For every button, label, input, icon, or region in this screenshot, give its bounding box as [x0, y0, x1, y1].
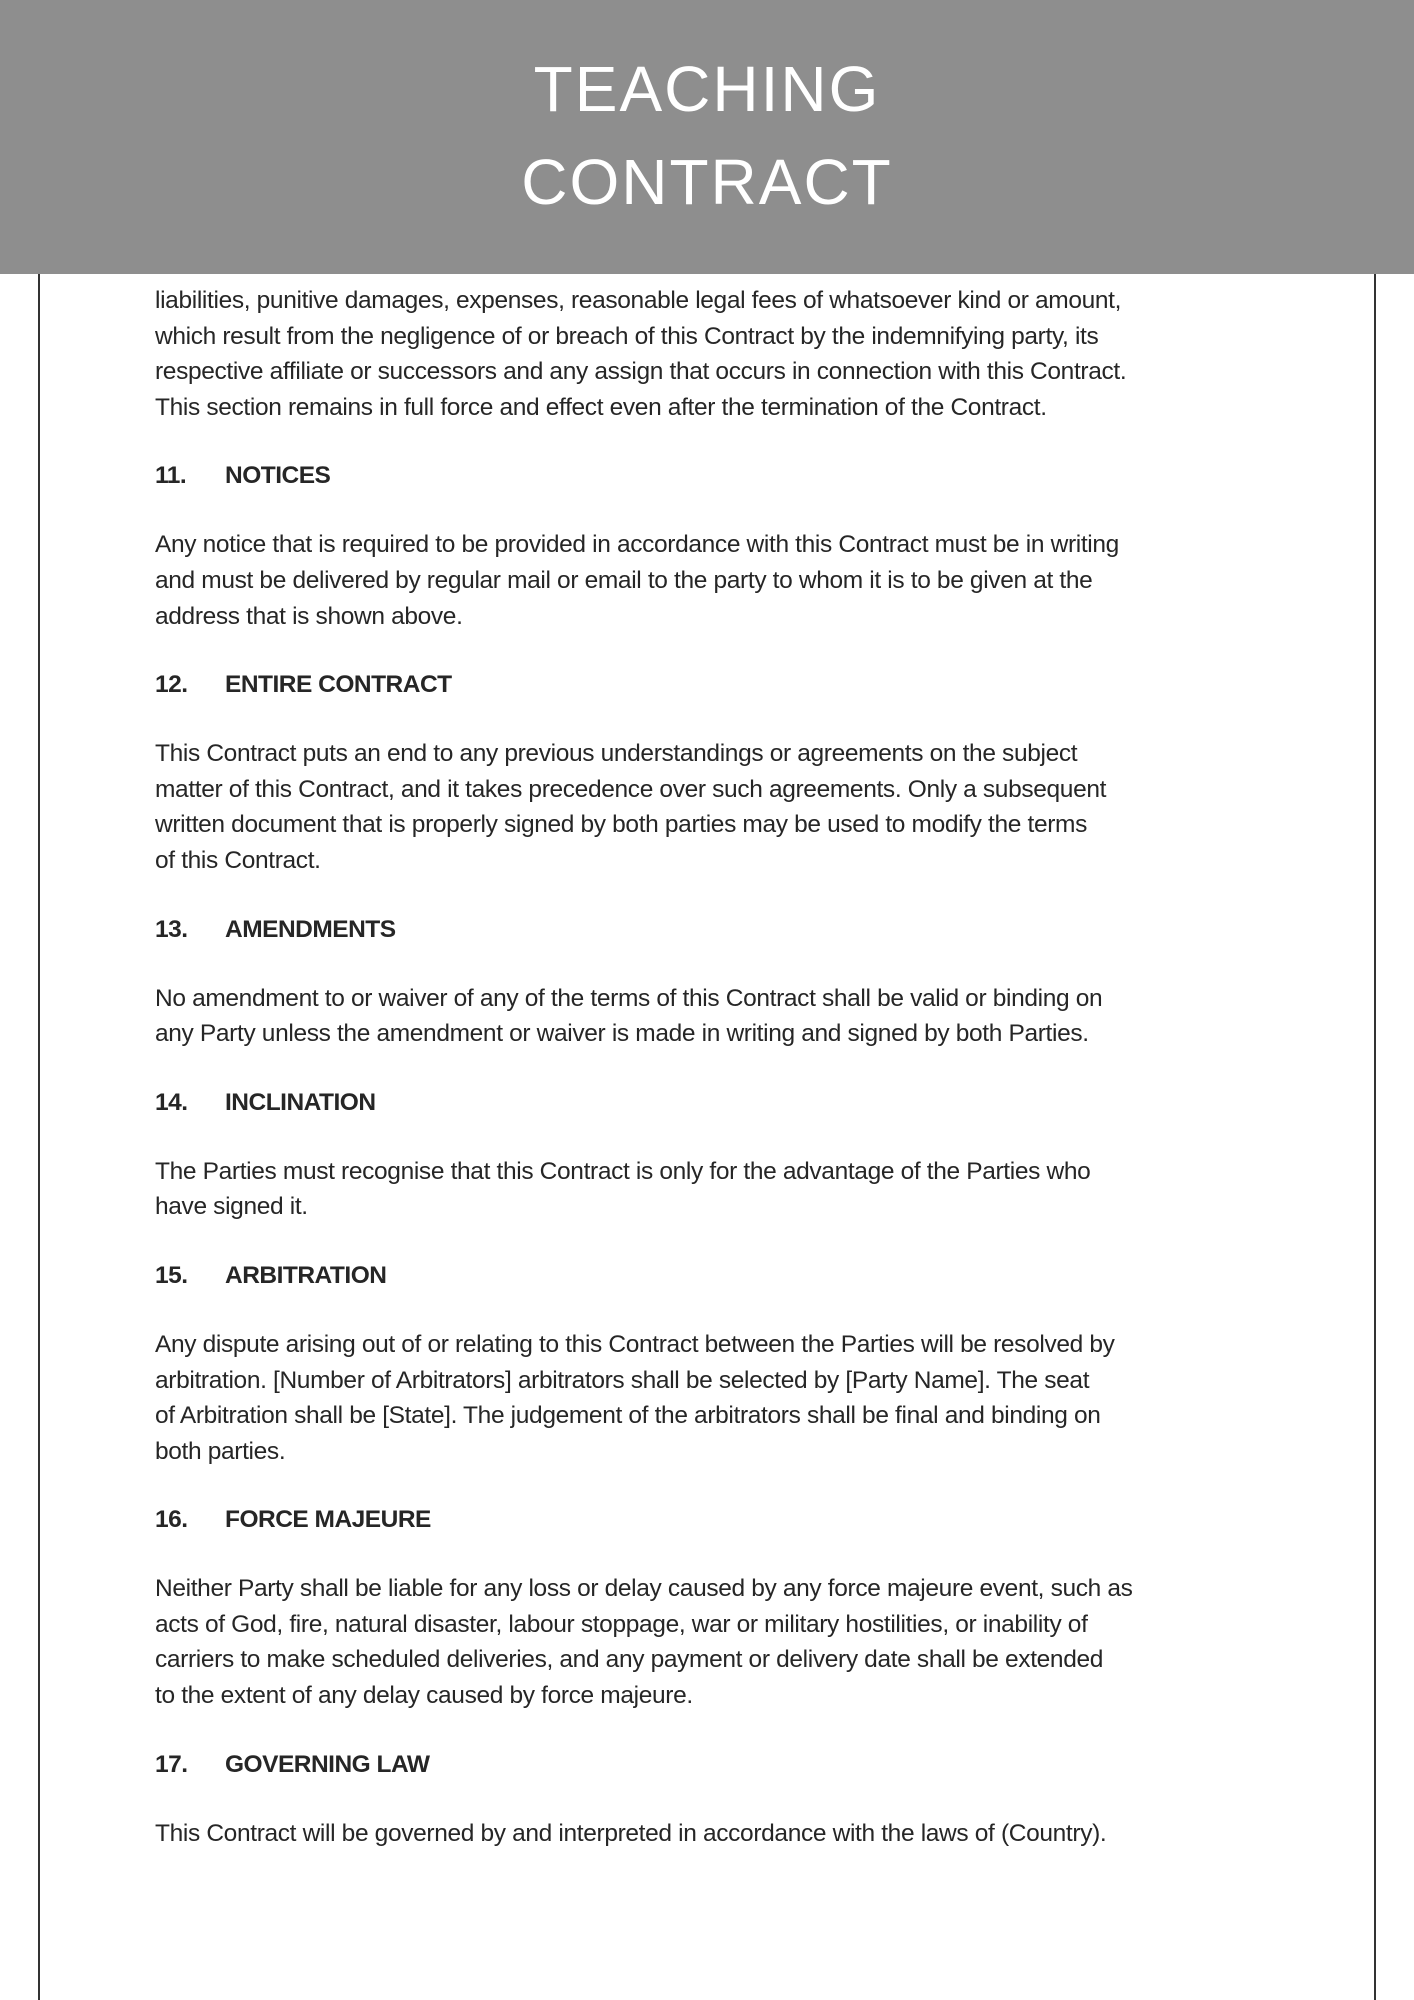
section-entire-contract	[155, 667, 1275, 878]
section-number: 16.	[155, 1506, 188, 1534]
text-line: of Arbitration shall be [State]. The judgement of the arbitrators shall be final and binding on	[155, 1402, 1101, 1430]
text-line: and must be delivered by regular mail or email to the party to whom it is to be given at the	[155, 566, 1093, 594]
text-line: acts of God, fire, natural disaster, labour stoppage, war or military hostilities, or inability of	[155, 1610, 1088, 1638]
text-line: The Parties must recognise that this Contract is only for the advantage of the Parties who	[155, 1157, 1091, 1185]
page-border-left	[38, 274, 40, 2000]
text-line: to the extent of any delay caused by force majeure.	[155, 1682, 693, 1710]
section-heading	[155, 1747, 1275, 1783]
section-arbitration	[155, 1258, 1275, 1469]
text-line: written document that is properly signed by both parties may be used to modify the terms	[155, 811, 1087, 839]
section-notices	[155, 458, 1275, 634]
text-line: address that is shown above.	[155, 602, 463, 630]
text-line: Any dispute arising out of or relating to this Contract between the Parties will be resolved by	[155, 1330, 1115, 1358]
section-title: NOTICES	[225, 462, 331, 490]
text-line: This Contract puts an end to any previous understandings or agreements on the subject	[155, 740, 1078, 768]
text-line: both parties.	[155, 1437, 286, 1465]
section-number: 14.	[155, 1088, 188, 1116]
section-title: INCLINATION	[225, 1088, 376, 1116]
text-line: arbitration. [Number of Arbitrators] arbitrators shall be selected by [Party Name]. The seat	[155, 1366, 1090, 1394]
section-governing-law	[155, 1747, 1275, 1852]
text-line: of this Contract.	[155, 846, 321, 874]
text-line: carriers to make scheduled deliveries, and any payment or delivery date shall be extended	[155, 1646, 1104, 1674]
section-paragraph	[155, 1571, 1275, 1713]
section-heading	[155, 1085, 1275, 1121]
section-paragraph	[155, 736, 1275, 878]
section-inclination	[155, 1085, 1275, 1225]
section-paragraph	[155, 527, 1275, 634]
section-heading	[155, 912, 1275, 948]
title-banner	[0, 0, 1414, 274]
section-title: ARBITRATION	[225, 1261, 387, 1289]
section-paragraph	[155, 981, 1275, 1052]
section-title: AMENDMENTS	[225, 915, 396, 943]
section-amendments	[155, 912, 1275, 1052]
section-heading	[155, 458, 1275, 494]
section-number: 13.	[155, 915, 188, 943]
section-paragraph	[155, 1816, 1275, 1852]
section-title: ENTIRE CONTRACT	[225, 671, 452, 699]
section-heading	[155, 1258, 1275, 1294]
title-line-2: CONTRACT	[521, 146, 893, 218]
section-number: 11.	[155, 462, 187, 490]
text-line: matter of this Contract, and it takes precedence over such agreements. Only a subsequent	[155, 775, 1107, 803]
page-border-right	[1374, 274, 1376, 2000]
section-force-majeure	[155, 1502, 1275, 1713]
text-line: which result from the negligence of or breach of this Contract by the indemnifying party, its	[155, 322, 1099, 350]
section-number: 17.	[155, 1750, 188, 1778]
text-line: No amendment to or waiver of any of the terms of this Contract shall be valid or binding on	[155, 984, 1103, 1012]
section-number: 12.	[155, 671, 188, 699]
text-line: any Party unless the amendment or waiver is made in writing and signed by both Parties.	[155, 1020, 1089, 1048]
section-title: FORCE MAJEURE	[225, 1506, 431, 1534]
title-line-1: TEACHING	[533, 53, 881, 125]
text-line: This Contract will be governed by and interpreted in accordance with the laws of (Country).	[155, 1819, 1107, 1847]
text-line: have signed it.	[155, 1193, 308, 1221]
text-line: liabilities, punitive damages, expenses, reasonable legal fees of whatsoever kind or amount,	[155, 287, 1122, 314]
intro-paragraph	[155, 283, 1275, 425]
section-paragraph	[155, 1327, 1275, 1469]
text-line: Neither Party shall be liable for any loss or delay caused by any force majeure event, such as	[155, 1575, 1133, 1603]
contract-body	[155, 283, 1275, 1851]
text-line: Any notice that is required to be provided in accordance with this Contract must be in writing	[155, 531, 1119, 559]
text-line: respective affiliate or successors and any assign that occurs in connection with this Contract.	[155, 358, 1127, 386]
section-heading	[155, 1502, 1275, 1538]
section-title: GOVERNING LAW	[225, 1750, 430, 1778]
section-heading	[155, 667, 1275, 703]
text-line: This section remains in full force and effect even after the termination of the Contract.	[155, 393, 1047, 421]
section-number: 15.	[155, 1261, 188, 1289]
section-paragraph	[155, 1154, 1275, 1225]
